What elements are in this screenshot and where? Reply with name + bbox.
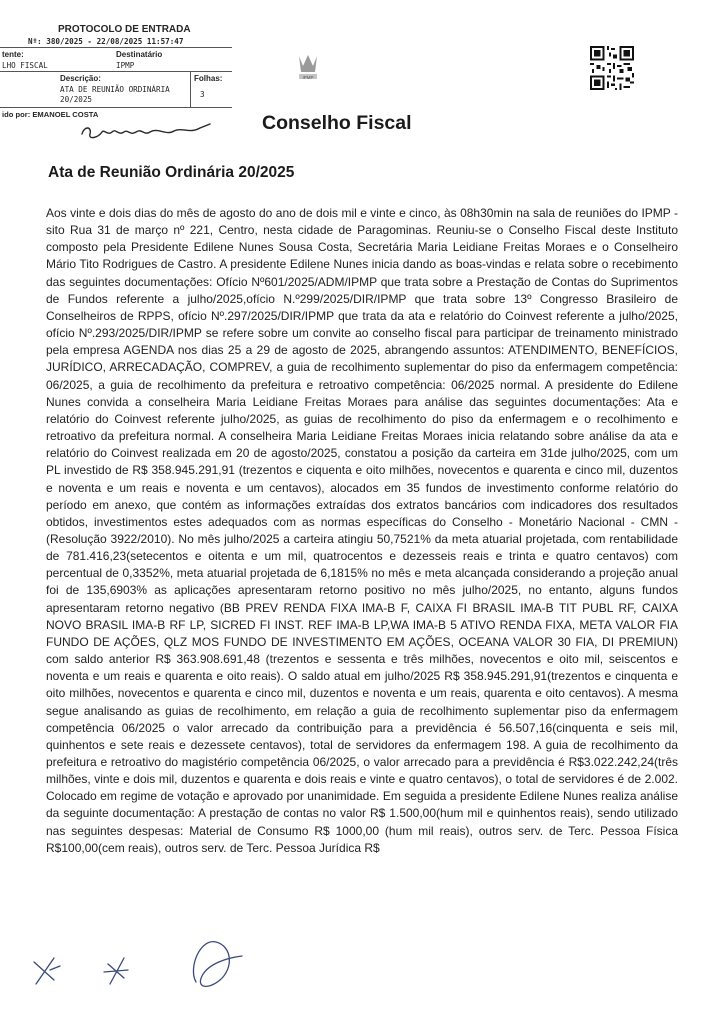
stamp-description-value: 20/2025	[60, 95, 93, 104]
stamp-recipient-label: Destinatário	[116, 50, 163, 59]
stamp-pages-label: Folhas:	[194, 74, 223, 83]
minutes-paragraph: Aos vinte e dois dias do mês de agosto do ano de dois mil e vinte e cinco, às 08h30min na sala de reuniões do IPMP - sito Rua 31 de março nº 221, Centro, nesta cidade de Paragominas. Reuniu-se o Conselho Fiscal deste Instituto composto pela Presidente Edilene Nunes Sousa Costa, Secretária Maria Leidiane Freitas Moraes e o Conselheiro Mário Tito Rodrigues de Castro. A presidente Edilene Nunes inicia dando as boas-vindas e relata sobre o recebimento das seguintes documentações: Ofício Nº601/2025/ADM/IPMP que trata sobre a Prestação de Contas do Suprimentos de Fundos referente a julho/2025,ofício N.º299/2025/DIR/IPMP que trata sobre 13º Congresso Brasileiro de Conselheiros de RPPS, ofício Nº.297/2025/DIR/IPMP que trata da ata e relatório do Coinvest referente a julho/2025, ofício Nº.293/2025/DIR/IPMP se refere sobre um convite ao conselho fiscal para participar de treinamento ministrado pela empresa AGENDA nos dias 25 a 29 de agosto de 2025, abrangendo assuntos: ATENDIMENTO, BENEFÍCIOS, JURÍDICO, ARRECADAÇÃO, COMPREV, a guia de recolhimento suplementar do piso da enfermagem competência: 06/2025, a guia de recolhimento da prefeitura e retroativo competência: 06/2025 normal. A presidente do Edilene Nunes convida a conselheira Maria Leidiane Freitas Moraes para análise das seguintes documentações: Ata e relatório do Coinvest referente julho/2025, as guias de recolhimento do piso da enfermagem e o recolhimento e retroativo da prefeitura normal. A conselheira Maria Leidiane Freitas Moraes inicia relatando sobre análise da ata e relatório do Coinvest realizada em 20 de agosto/2025, constatou a posição da carteira em 31de julho/2025, com um PL investido de R$ 358.945.291,91 (trezentos e ciquenta e oito milhões, novecentos e quarenta e cinco mil, duzentos e noventa e um reais e noventa e um centavos), alocados em 35 fundos de investimento conforme relatório do período em anexo, que contém as informações extraídas dos extratos bancários com indicadores dos resultados obtidos, investimentos estes adequados com as normas específicas do Conselho - Monetário Nacional - CMN - (Resolução 3922/2010). No mês julho/2025 a carteira atingiu 50,7521% da meta atuarial projetada, com rentabilidade de 781.416,23(setecentos e oitenta e um mil, quatrocentos e dezesseis reais e trinta e quatro centavos) com percentual de 0,3352%, meta atuarial projetada de 6,1815% no mês e meta alcançada considerando a projeção anual foi de 135,6903% as aplicações apresentaram retorno positivo no mês julho/2025, no entanto, alguns fundos apresentaram retorno negativo (BB PREV RENDA FIXA IMA-B F, CAIXA FI BRASIL IMA-B TIT PUBL RF, CAIXA NOVO BRASIL IMA-B RF LP, SICRED FI INST. REF IMA-B LP,WA IMA-B 5 ATIVO RENDA FIXA, META VALOR FIA FUNDO DE AÇÕES, QLZ MOS FUNDO DE INVESTIMENTO EM AÇÕES, OCEANA VALOR 30 FIA, DI PREMIUN) com saldo anterior R$ 363.908.691,48 (trezentos e sessenta e três milhões, novecentos e oito mil, seiscentos e noventa e um reais e quarenta e oito reais). O saldo atual em julho/2025 R$ 358.945.291,91(trezentos e cinquenta e oito milhões, novecentos e quarenta e cinco mil, duzentos e noventa e um reais, quarenta e oito centavos). A mesma segue analisando as guias de recolhimento, em relação a guia de recolhimento suplementar piso da enfermagem competência 06/2025 o valor arrecado da contribuição para a previdência é 56.507,16(cinquenta e seis mil, quinhentos e sete reais e dezessete centavos), total de servidores da enfermagem 198. A guia de recolhimento da prefeitura e retroativo do magistério competência 06/2025, o valor arrecado para a previdência é R$3.022.242,24(três milhões, vinte e dois mil, duzentos e quarenta e dois reais e vinte e quatro centavos), o total de servidores é de 2.002. Colocado em regime de votação e aprovado por unanimidade. Em seguida a presidente Edilene Nunes realiza análise da seguinte documentação: A prestação de contas no valor R$ 1.500,00(hum mil e quinhentos reais), sendo utilizado nas seguintes despesas: Material de Consumo R$ 1000,00 (hum mil reais), outros serv. de Terc. Pessoa Física R$100,00(cem reais), outros serv. de Terc. Pessoa Jurídica R$	[46, 206, 678, 855]
stamp-divider	[0, 71, 232, 72]
stamp-description-label: Descrição:	[60, 74, 101, 83]
document-title: Ata de Reunião Ordinária 20/2025	[48, 164, 295, 181]
stamp-description-value: ATA DE REUNIÃO ORDINÁRIA	[60, 85, 170, 94]
stamp-divider	[0, 107, 232, 108]
ipmp-logo-icon	[295, 52, 321, 82]
stamp-vertical-divider	[190, 71, 191, 107]
signature-icon	[78, 118, 218, 144]
stamp-title: PROTOCOLO DE ENTRADA	[58, 24, 191, 35]
stamp-recipient-value: IPMP	[116, 61, 135, 70]
stamp-sender-value: LHO FISCAL	[2, 61, 48, 70]
stamp-divider	[0, 47, 232, 48]
svg-text:IPMP: IPMP	[302, 75, 314, 80]
org-title: Conselho Fiscal	[262, 112, 412, 134]
qr-code-icon	[590, 46, 634, 90]
signature-icon	[20, 928, 280, 998]
stamp-sender-label: tente:	[2, 50, 24, 59]
protocol-stamp	[0, 0, 250, 124]
stamp-pages-value: 3	[200, 90, 205, 99]
stamp-number: Nº: 380/2025 - 22/08/2025 11:57:47	[28, 37, 184, 46]
stamp-received-by: ido por: EMANOEL COSTA	[2, 110, 99, 119]
